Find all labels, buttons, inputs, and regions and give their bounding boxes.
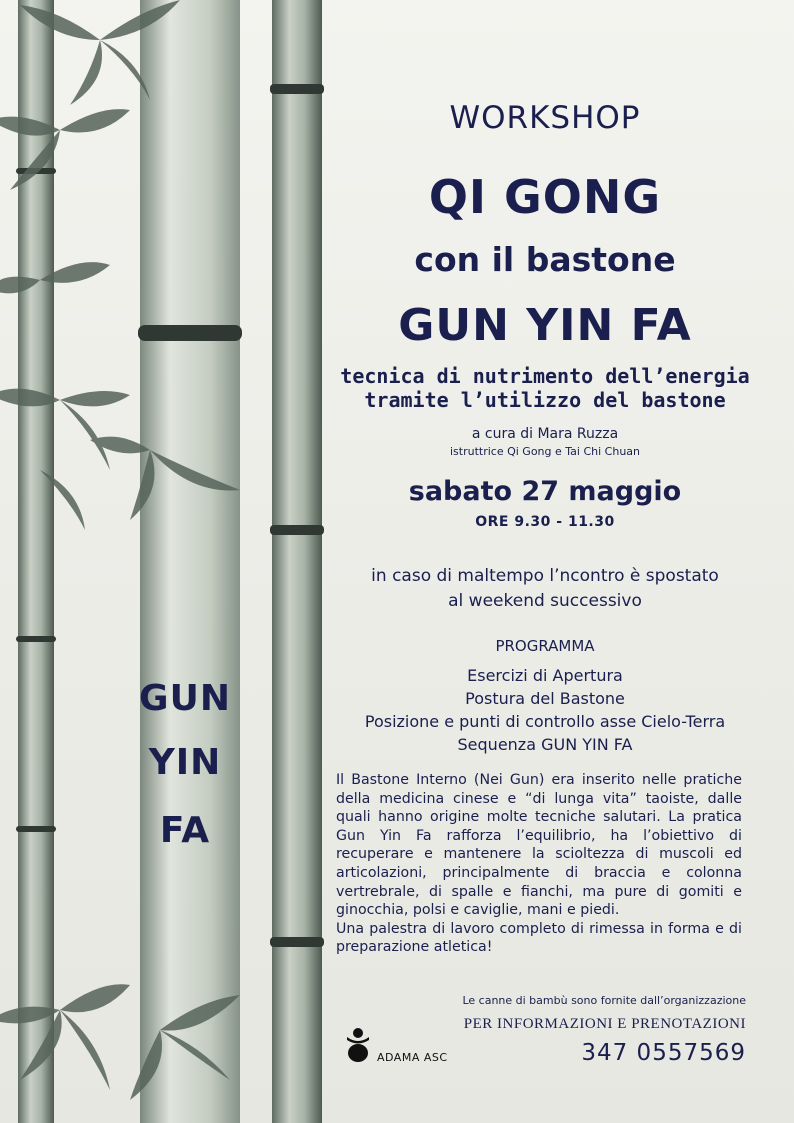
description-paragraph-2: Una palestra di lavoro completo di rimessa in forma e di preparazione atletica! (336, 920, 742, 956)
event-date: sabato 27 maggio (408, 476, 682, 507)
side-title-fa: FA (159, 810, 211, 851)
description (336, 771, 742, 957)
program-item: Esercizi di Apertura (467, 666, 623, 685)
subtitle: con il bastone (414, 240, 676, 279)
phone-number: 347 0557569 (581, 1040, 746, 1066)
bamboo-note: Le canne di bambù sono fornite dall’organizzazione (462, 994, 746, 1007)
tagline-line-1: tecnica di nutrimento dell’energia (340, 364, 750, 388)
tagline-line-2: tramite l’utilizzo del bastone (364, 388, 726, 412)
description-paragraph-1: Il Bastone Interno (Nei Gun) era inserito nelle pratiche della medicina cinese e “di lunga vita” taoiste, dalle quali hanno origine molte tecniche salutari. La pratica Gun Yin Fa rafforza l’equilibrio, ha l’obiettivo di recuperare e mantenere la scioltezza di muscoli ed articolazioni, principalmente di braccia e colonna vertrebrale, di spalle e fianchi, ma pure di gomiti e ginocchia, polsi e caviglie, mani e piedi. (336, 772, 742, 919)
workshop-label: WORKSHOP (449, 100, 641, 136)
weather-line-2: al weekend successivo (448, 591, 642, 611)
instructor-role: istruttrice Qi Gong e Tai Chi Chuan (449, 445, 641, 458)
main-title: QI GONG (428, 170, 662, 224)
event-time: ORE 9.30 - 11.30 (475, 514, 615, 530)
program-item: Posizione e punti di controllo asse Cielo-Terra (364, 712, 726, 731)
program-list (330, 664, 760, 756)
side-title-gun: GUN (139, 678, 231, 719)
info-label: PER INFORMAZIONI E PRENOTAZIONI (463, 1016, 746, 1032)
weather-line-1: in caso di maltempo l’ncontro è spostato (371, 566, 719, 586)
adama-logo-icon (344, 1027, 372, 1063)
curated-by: a cura di Mara Ruzza (471, 426, 619, 442)
program-item: Sequenza GUN YIN FA (457, 735, 633, 754)
organization-name: ADAMA ASC (377, 1051, 448, 1064)
weather-notice (330, 564, 760, 614)
program-heading: PROGRAMMA (495, 637, 595, 655)
technique-name: GUN YIN FA (398, 300, 692, 351)
tagline (330, 364, 760, 412)
side-title-yin: YIN (148, 742, 222, 783)
program-item: Postura del Bastone (465, 689, 625, 708)
